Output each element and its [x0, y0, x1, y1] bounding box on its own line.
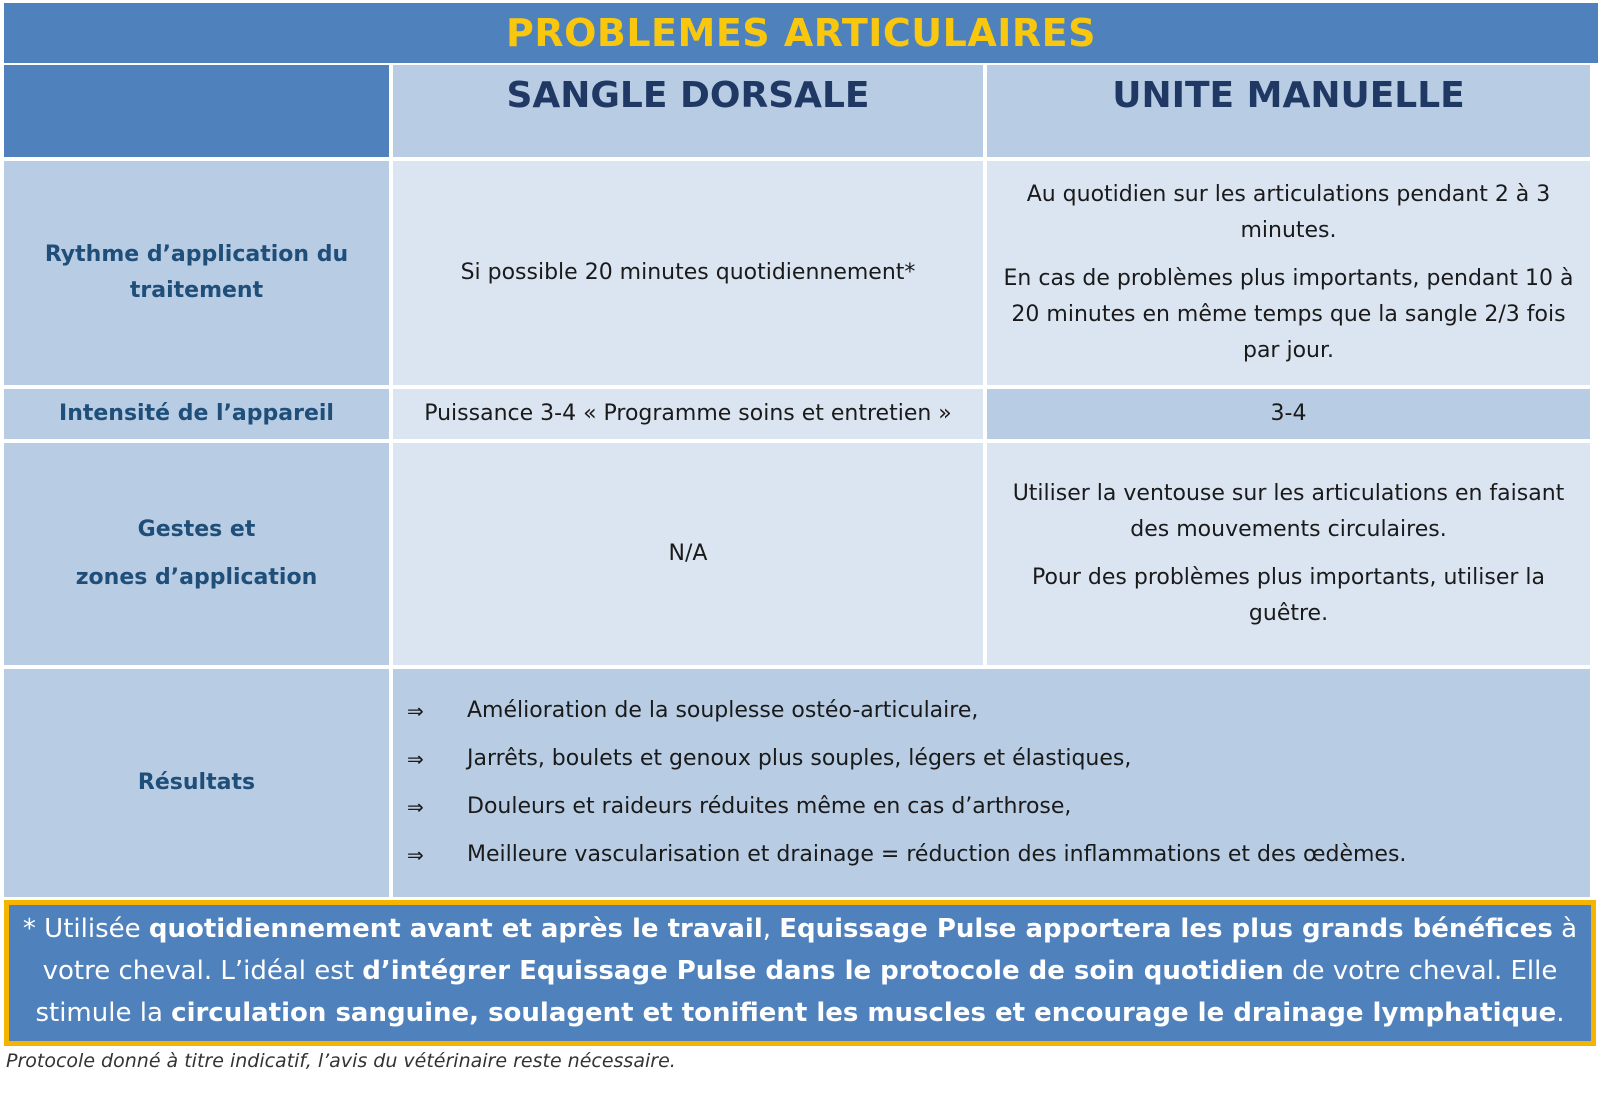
disclaimer-text: Protocole donné à titre indicatif, l’avis du vétérinaire reste nécessaire. [6, 1050, 676, 1072]
arrow-right-icon: ⇒ [407, 699, 424, 723]
gestes-label-line-1: Gestes et [137, 517, 256, 542]
gestes-unite-para-1: Utiliser la ventouse sur les articulations en faisant des mouvements circulaires. [1012, 481, 1565, 542]
table-header-row [4, 65, 1590, 157]
result-text: Amélioration de la souplesse ostéo-articulaire, [467, 698, 979, 723]
result-text: Douleurs et raideurs réduites même en cas d’arthrose, [467, 794, 1072, 819]
row-label-gestes [4, 443, 389, 665]
gestes-unite-para-2: Pour des problèmes plus importants, utiliser la guêtre. [1031, 565, 1546, 626]
list-item [401, 735, 1582, 783]
list-item [401, 831, 1582, 879]
table-row-resultats [4, 669, 1590, 897]
page-title-bar [4, 3, 1598, 63]
footnote-text-5: . [1556, 998, 1565, 1028]
page-title: PROBLEMES ARTICULAIRES [505, 11, 1097, 55]
cell-gestes-sangle: N/A [393, 443, 983, 665]
list-item [401, 783, 1582, 831]
footnote-box [4, 900, 1596, 1046]
rythme-unite-para-2: En cas de problèmes plus importants, pendant 10 à 20 minutes en même temps que la sangle 2/3 fois par jour. [1003, 266, 1574, 363]
cell-resultats [393, 669, 1590, 897]
footnote-text-3: à votre cheval. L’idéal est [42, 914, 1578, 986]
result-text: Jarrêts, boulets et genoux plus souples, légers et élastiques, [467, 746, 1132, 771]
header-empty-cell [4, 65, 389, 157]
protocol-table [0, 61, 1594, 901]
rythme-unite-para-1: Au quotidien sur les articulations pendant 2 à 3 minutes. [1026, 182, 1551, 243]
footnote-bold-3: d’intégrer Equissage Pulse dans le protocole de soin quotidien [362, 956, 1284, 986]
cell-intensite-sangle: Puissance 3-4 « Programme soins et entretien » [393, 389, 983, 439]
column-header-sangle-dorsale: SANGLE DORSALE [393, 65, 983, 157]
cell-rythme-unite [987, 161, 1590, 385]
footnote-bold-4: circulation sanguine, soulagent et tonifient les muscles et encourage le drainage lymphatique [171, 998, 1557, 1028]
table-row-gestes [4, 443, 1590, 665]
row-label-rythme: Rythme d’application du traitement [4, 161, 389, 385]
result-text: Meilleure vascularisation et drainage = réduction des inflammations et des œdèmes. [467, 842, 1407, 867]
arrow-right-icon: ⇒ [407, 795, 424, 819]
cell-gestes-unite [987, 443, 1590, 665]
list-item [401, 687, 1582, 735]
row-label-intensite: Intensité de l’appareil [4, 389, 389, 439]
arrow-right-icon: ⇒ [407, 747, 424, 771]
arrow-right-icon: ⇒ [407, 843, 424, 867]
column-header-unite-manuelle: UNITE MANUELLE [987, 65, 1590, 157]
footnote-bold-1: quotidiennement avant et après le travail [148, 914, 763, 944]
footnote-text-1: * Utilisée [22, 914, 149, 944]
footnote-text-2: , [762, 914, 780, 944]
footnote-bold-2: Equissage Pulse apportera les plus grands bénéfices [779, 914, 1553, 944]
gestes-label-line-2: zones d’application [75, 565, 318, 590]
table-row-rythme [4, 161, 1590, 385]
cell-intensite-unite: 3-4 [987, 389, 1590, 439]
row-label-resultats: Résultats [4, 669, 389, 897]
footnote-text-4: de votre cheval. Elle stimule la [35, 956, 1558, 1028]
cell-rythme-sangle: Si possible 20 minutes quotidiennement* [393, 161, 983, 385]
table-row-intensite [4, 389, 1590, 439]
